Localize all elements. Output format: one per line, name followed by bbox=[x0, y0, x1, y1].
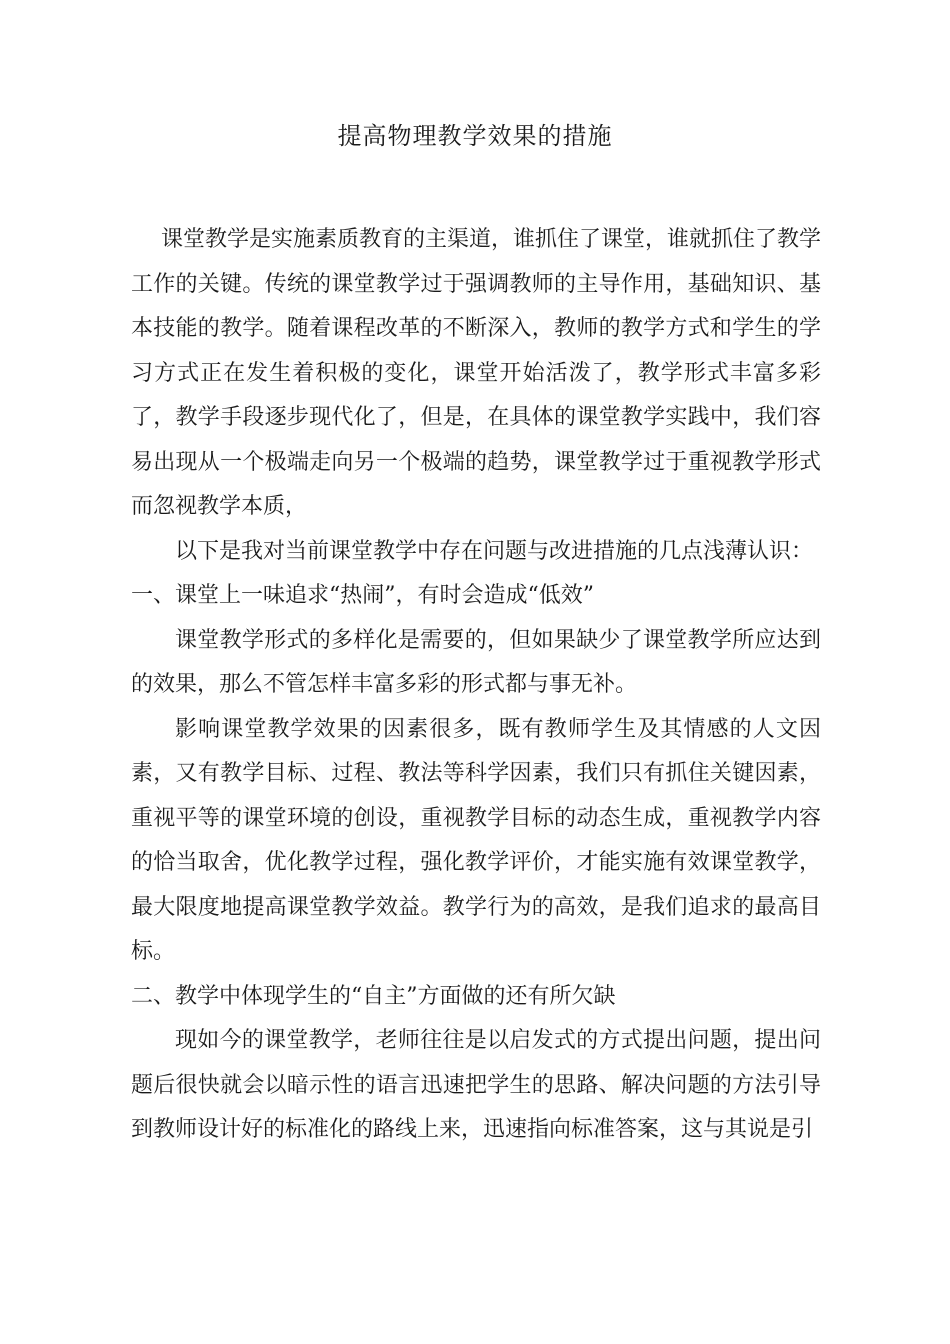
document-title: 提高物理教学效果的措施 bbox=[337, 122, 613, 150]
paragraph-intro: 课堂教学是实施素质教育的主渠道，谁抓住了课堂，谁就抓住了教学工作的关键。传统的课堂教学过于强调教师的主导作用，基础知识、基本技能的教学。随着课程改革的不断深入，教师的教学方式和学生的学习方式正在发生着积极的变化，课堂开始活泼了，教学形式丰富多彩了，教学手段逐步现代化了，但是，在具体的课堂教学实践中，我们容易出现从一个极端走向另一个极端的趋势，课堂教学过于重视教学形式而忽视教学本质， bbox=[131, 227, 822, 519]
section-heading-2: 二、教学中体现学生的“自主”方面做的还有所欠缺 bbox=[131, 983, 616, 1009]
paragraph-lead: 以下是我对当前课堂教学中存在问题与改进措施的几点浅薄认识： bbox=[175, 538, 814, 564]
section-heading-1: 一、课堂上一味追求“热闹”，有时会造成“低效” bbox=[131, 583, 594, 608]
paragraph-section1-a: 课堂教学形式的多样化是需要的，但如果缺少了课堂教学所应达到的效果，那么不管怎样丰富多彩的形式都与事无补。 bbox=[131, 627, 821, 697]
document-body bbox=[131, 218, 821, 1153]
paragraph-section2-a: 现如今的课堂教学，老师往往是以启发式的方式提出问题，提出问题后很快就会以暗示性的语言迅速把学生的思路、解决问题的方法引导到教师设计好的标准化的路线上来，迅速指向标准答案，这与其说是引 bbox=[131, 1028, 821, 1142]
paragraph-section1-b: 影响课堂教学效果的因素很多，既有教师学生及其情感的人文因素，又有教学目标、过程、教法等科学因素，我们只有抓住关键因素，重视平等的课堂环境的创设，重视教学目标的动态生成，重视教学内容的恰当取舍，优化教学过程，强化教学评价，才能实施有效课堂教学，最大限度地提高课堂教学效益。教学行为的高效，是我们追求的最高目标。 bbox=[131, 716, 821, 964]
